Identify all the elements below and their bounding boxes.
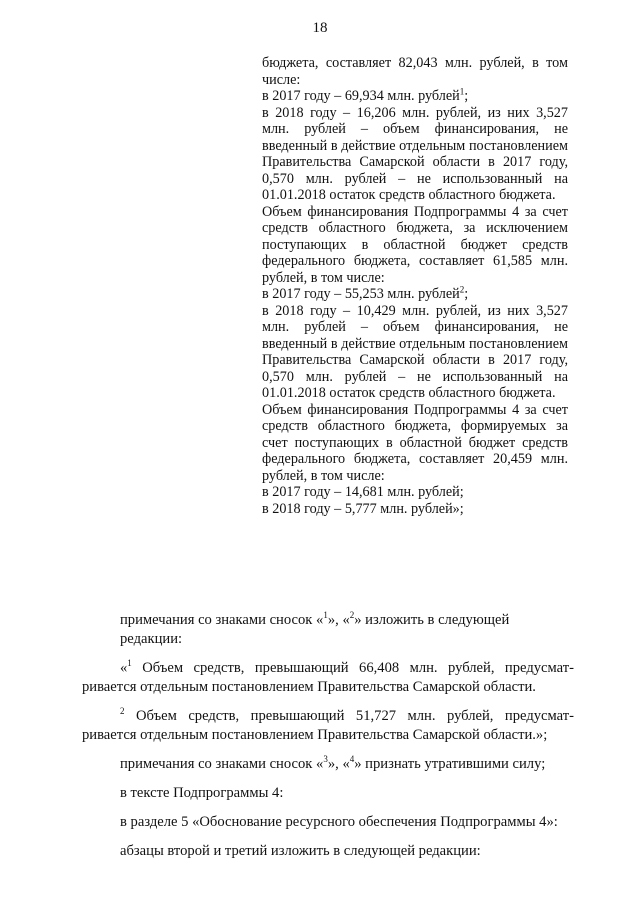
paragraph-2018-regional: в 2018 году – 10,429 млн. рублей, из них 3,527 млн. рублей – объем финансирования, не введенный в действие отдельным постановлением Правительства Самарской области в 2017 году, 0,570 млн. рублей – не использованный на 01.01.2018 остаток средств областного бюджета. — [262, 302, 568, 401]
paragraph-2017-total — [262, 88, 568, 105]
paragraph-text: в 2017 году – 69,934 млн. рублей — [262, 88, 460, 104]
paragraph-federal-financing: Объем финансирования Подпрограммы 4 за счет средств областного бюджета, формируемых за счет поступающих в областной бюджет средств федерального бюджета, составляет 20,459 млн. рублей, в том числе: — [262, 401, 568, 484]
footnote-2-line2: ривается отдельным постановлением Правительства Самарской области.»; — [82, 727, 548, 743]
paragraph-regional-financing: Объем финансирования Подпрограммы 4 за счет средств областного бюджета, за исключением поступающих в областной бюджет средств федерального бюджета, составляет 61,585 млн. рублей, в том числе: — [262, 203, 568, 286]
main-body-text — [82, 611, 574, 861]
footnote-marker: 2 — [349, 610, 355, 621]
text: примечания со знаками сносок « — [120, 612, 324, 628]
footnote-1-line1 — [82, 659, 574, 678]
text: Объем средств, превышающий 51,727 млн. рублей, предусмат- — [135, 708, 574, 724]
footnotes-void-line — [82, 755, 574, 774]
text: », « — [327, 756, 350, 772]
subprogram-text-line: в тексте Подпрограммы 4: — [120, 785, 284, 801]
footnote-marker: 1 — [127, 658, 132, 669]
footnote-2-line1 — [82, 707, 574, 726]
paragraph-2017-regional — [262, 286, 568, 303]
paragraph-text: в 2017 году – 55,253 млн. рублей — [262, 286, 460, 302]
footnote-marker: 4 — [349, 754, 355, 765]
text: », « — [327, 612, 350, 628]
paragraphs-amendment-line: абзацы второй и третий изложить в следующей редакции: — [120, 843, 481, 859]
footnote-marker: 1 — [323, 610, 328, 621]
quote-mark: « — [120, 660, 128, 676]
footnotes-amendment-line — [82, 611, 574, 649]
text: Объем средств, превышающий 66,408 млн. рублей, предусмат- — [142, 660, 574, 676]
punctuation: ; — [464, 286, 469, 302]
footnote-marker: 1 — [459, 86, 465, 97]
text: примечания со знаками сносок « — [120, 756, 324, 772]
punctuation: ; — [464, 88, 469, 104]
text: » изложить в следующей редакции: — [120, 612, 510, 647]
section-5-line: в разделе 5 «Обоснование ресурсного обеспечения Подпрограммы 4»: — [120, 814, 558, 830]
page-number: 18 — [312, 20, 328, 36]
amendment-text-column — [262, 55, 568, 517]
footnote-1-line2: ривается отдельным постановлением Правительства Самарской области. — [82, 679, 536, 695]
footnote-marker: 3 — [323, 754, 328, 765]
text: » признать утратившими силу; — [354, 756, 546, 772]
paragraph-2017-federal: в 2017 году – 14,681 млн. рублей; — [262, 484, 464, 500]
footnote-marker: 2 — [459, 284, 465, 295]
paragraph-text: бюджета, составляет 82,043 млн. рублей, в том числе: — [262, 55, 568, 88]
paragraph-2018-total: в 2018 году – 16,206 млн. рублей, из них 3,527 млн. рублей – объем финансирования, не введенный в действие отдельным постановлением Правительства Самарской области в 2017 году, 0,570 млн. рублей – не использованный на 01.01.2018 остаток средств областного бюджета. — [262, 104, 568, 203]
paragraph-total-budget — [262, 55, 568, 88]
paragraph-2018-federal: в 2018 году – 5,777 млн. рублей»; — [262, 500, 464, 517]
footnote-marker: 2 — [120, 706, 125, 717]
